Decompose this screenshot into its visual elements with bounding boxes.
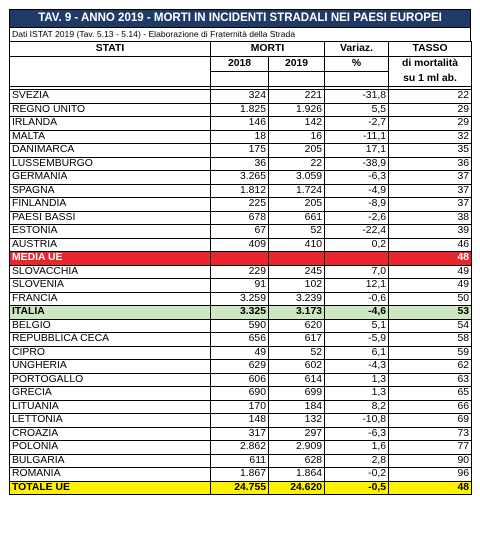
deaths-2019: 52 (269, 346, 325, 360)
table-row (10, 427, 472, 441)
deaths-2018: 409 (211, 238, 269, 252)
deaths-2018: 324 (211, 90, 269, 104)
deaths-2019: 628 (269, 454, 325, 468)
deaths-2018: 1.825 (211, 103, 269, 117)
mortality-rate: 37 (389, 171, 472, 185)
deaths-2019: 3.239 (269, 292, 325, 306)
deaths-2018: 49 (211, 346, 269, 360)
mortality-rate: 37 (389, 198, 472, 212)
country-name: POLONIA (10, 441, 211, 455)
country-name: PAESI BASSI (10, 211, 211, 225)
table-row (10, 279, 472, 293)
deaths-2019: 205 (269, 144, 325, 158)
mortality-rate: 48 (389, 252, 472, 266)
deaths-2018: 3.325 (211, 306, 269, 320)
country-name: CROAZIA (10, 427, 211, 441)
variation-percent: -8,9 (325, 198, 389, 212)
deaths-2018: 678 (211, 211, 269, 225)
table-row (10, 103, 472, 117)
variation-percent: -4,9 (325, 184, 389, 198)
mortality-rate: 62 (389, 360, 472, 374)
mortality-rate: 50 (389, 292, 472, 306)
header-stati-spacer (10, 57, 211, 72)
table-row (10, 265, 472, 279)
table-row (10, 360, 472, 374)
mortality-rate: 90 (389, 454, 472, 468)
mortality-rate: 58 (389, 333, 472, 347)
table-row (10, 184, 472, 198)
mortality-rate: 77 (389, 441, 472, 455)
deaths-2018: 3.265 (211, 171, 269, 185)
country-name: DANIMARCA (10, 144, 211, 158)
mortality-rate: 73 (389, 427, 472, 441)
deaths-2018: 24.755 (211, 481, 269, 495)
country-name: SLOVENIA (10, 279, 211, 293)
deaths-2019: 184 (269, 400, 325, 414)
table-row (10, 441, 472, 455)
country-name: IRLANDA (10, 117, 211, 131)
variation-percent: 6,1 (325, 346, 389, 360)
variation-percent: 1,3 (325, 387, 389, 401)
variation-percent: -31,8 (325, 90, 389, 104)
variation-percent: -6,3 (325, 171, 389, 185)
deaths-2018: 91 (211, 279, 269, 293)
header-2019-spacer (269, 72, 325, 87)
mortality-rate: 54 (389, 319, 472, 333)
country-name: ITALIA (10, 306, 211, 320)
country-name: REGNO UNITO (10, 103, 211, 117)
deaths-2018: 690 (211, 387, 269, 401)
table-row (10, 198, 472, 212)
header-2018: 2018 (211, 57, 269, 72)
mortality-rate: 96 (389, 468, 472, 482)
table-row (10, 117, 472, 131)
variation-percent: 7,0 (325, 265, 389, 279)
deaths-2019: 620 (269, 319, 325, 333)
variation-percent: 5,1 (325, 319, 389, 333)
table-row (10, 319, 472, 333)
mortality-rate: 66 (389, 400, 472, 414)
deaths-2018: 170 (211, 400, 269, 414)
eu-average-row (10, 252, 472, 266)
header-percent: % (325, 57, 389, 72)
deaths-2019: 1.724 (269, 184, 325, 198)
deaths-2018: 36 (211, 157, 269, 171)
deaths-2019: 221 (269, 90, 325, 104)
country-name: FINLANDIA (10, 198, 211, 212)
country-name: AUSTRIA (10, 238, 211, 252)
country-name: UNGHERIA (10, 360, 211, 374)
table-row (10, 157, 472, 171)
table-row (10, 468, 472, 482)
table-body (10, 90, 472, 495)
deaths-2019: 132 (269, 414, 325, 428)
table-row (10, 144, 472, 158)
table-row (10, 400, 472, 414)
variation-percent: 17,1 (325, 144, 389, 158)
deaths-2019: 3.059 (269, 171, 325, 185)
deaths-2019: 22 (269, 157, 325, 171)
table-row (10, 292, 472, 306)
variation-percent: -2,6 (325, 211, 389, 225)
table-row (10, 387, 472, 401)
header-2019: 2019 (269, 57, 325, 72)
deaths-2018: 317 (211, 427, 269, 441)
deaths-table (9, 41, 472, 495)
variation-percent: -6,3 (325, 427, 389, 441)
mortality-rate: 49 (389, 265, 472, 279)
country-name: ESTONIA (10, 225, 211, 239)
mortality-rate: 65 (389, 387, 472, 401)
mortality-rate: 29 (389, 103, 472, 117)
deaths-2019: 699 (269, 387, 325, 401)
table-row (10, 130, 472, 144)
mortality-rate: 63 (389, 373, 472, 387)
deaths-2018: 225 (211, 198, 269, 212)
deaths-2018: 590 (211, 319, 269, 333)
country-name: LUSSEMBURGO (10, 157, 211, 171)
deaths-2019: 2.909 (269, 441, 325, 455)
deaths-2018: 146 (211, 117, 269, 131)
variation-percent: -38,9 (325, 157, 389, 171)
table-title: TAV. 9 - ANNO 2019 - MORTI IN INCIDENTI STRADALI NEI PAESI EUROPEI (9, 9, 471, 27)
deaths-2019: 205 (269, 198, 325, 212)
variation-percent: 12,1 (325, 279, 389, 293)
deaths-2019: 661 (269, 211, 325, 225)
deaths-2019: 1.864 (269, 468, 325, 482)
deaths-2019: 410 (269, 238, 325, 252)
source-note: Dati ISTAT 2019 (Tav. 5.13 - 5.14) - Elaborazione di Fraternità della Strada (9, 27, 471, 41)
country-name: CIPRO (10, 346, 211, 360)
deaths-2018: 629 (211, 360, 269, 374)
mortality-rate: 22 (389, 90, 472, 104)
deaths-2019: 245 (269, 265, 325, 279)
table-wrapper (9, 9, 471, 495)
mortality-rate: 36 (389, 157, 472, 171)
mortality-rate: 46 (389, 238, 472, 252)
deaths-2019 (269, 252, 325, 266)
table-row (10, 211, 472, 225)
variation-percent: -0,6 (325, 292, 389, 306)
italy-row (10, 306, 472, 320)
deaths-2018: 175 (211, 144, 269, 158)
deaths-2018: 1.812 (211, 184, 269, 198)
country-name: MALTA (10, 130, 211, 144)
table-row (10, 454, 472, 468)
mortality-rate: 49 (389, 279, 472, 293)
variation-percent (325, 252, 389, 266)
country-name: SLOVACCHIA (10, 265, 211, 279)
variation-percent: -22,4 (325, 225, 389, 239)
deaths-2018: 3.259 (211, 292, 269, 306)
variation-percent: -0,2 (325, 468, 389, 482)
country-name: GERMANIA (10, 171, 211, 185)
country-name: SVEZIA (10, 90, 211, 104)
deaths-2018: 229 (211, 265, 269, 279)
variation-percent: -2,7 (325, 117, 389, 131)
table-row (10, 90, 472, 104)
country-name: SPAGNA (10, 184, 211, 198)
deaths-2019: 16 (269, 130, 325, 144)
variation-percent: -10,8 (325, 414, 389, 428)
mortality-rate: 69 (389, 414, 472, 428)
country-name: MEDIA UE (10, 252, 211, 266)
mortality-rate: 29 (389, 117, 472, 131)
country-name: LETTONIA (10, 414, 211, 428)
header-stati-spacer-2 (10, 72, 211, 87)
variation-percent: -0,5 (325, 481, 389, 495)
table-row (10, 346, 472, 360)
mortality-rate: 37 (389, 184, 472, 198)
header-morti: MORTI (211, 42, 325, 57)
eu-total-row (10, 481, 472, 495)
deaths-2019: 142 (269, 117, 325, 131)
variation-percent: 1,3 (325, 373, 389, 387)
header-tasso-line3: su 1 ml ab. (389, 72, 472, 87)
deaths-2019: 102 (269, 279, 325, 293)
country-name: TOTALE UE (10, 481, 211, 495)
country-name: BELGIO (10, 319, 211, 333)
header-tasso: TASSO (389, 42, 472, 57)
country-name: GRECIA (10, 387, 211, 401)
header-variaz: Variaz. (325, 42, 389, 57)
table-row (10, 373, 472, 387)
variation-percent: -4,3 (325, 360, 389, 374)
variation-percent: 1,6 (325, 441, 389, 455)
variation-percent: 0,2 (325, 238, 389, 252)
deaths-2019: 24.620 (269, 481, 325, 495)
country-name: ROMANIA (10, 468, 211, 482)
table-row (10, 238, 472, 252)
country-name: BULGARIA (10, 454, 211, 468)
deaths-2019: 1.926 (269, 103, 325, 117)
mortality-rate: 48 (389, 481, 472, 495)
deaths-2018: 18 (211, 130, 269, 144)
table-row (10, 333, 472, 347)
mortality-rate: 53 (389, 306, 472, 320)
mortality-rate: 32 (389, 130, 472, 144)
header-stati: STATI (10, 42, 211, 57)
deaths-2019: 297 (269, 427, 325, 441)
deaths-2019: 614 (269, 373, 325, 387)
variation-percent: 2,8 (325, 454, 389, 468)
deaths-2019: 617 (269, 333, 325, 347)
country-name: LITUANIA (10, 400, 211, 414)
deaths-2019: 602 (269, 360, 325, 374)
variation-percent: 8,2 (325, 400, 389, 414)
deaths-2019: 3.173 (269, 306, 325, 320)
mortality-rate: 38 (389, 211, 472, 225)
table-row (10, 414, 472, 428)
deaths-2018: 606 (211, 373, 269, 387)
table-row (10, 225, 472, 239)
header-2018-spacer (211, 72, 269, 87)
variation-percent: -11,1 (325, 130, 389, 144)
variation-percent: 5,5 (325, 103, 389, 117)
deaths-2018: 148 (211, 414, 269, 428)
header-tasso-line2: di mortalità (389, 57, 472, 72)
table-row (10, 171, 472, 185)
mortality-rate: 39 (389, 225, 472, 239)
deaths-2018 (211, 252, 269, 266)
variation-percent: -4,6 (325, 306, 389, 320)
mortality-rate: 59 (389, 346, 472, 360)
header-variaz-spacer (325, 72, 389, 87)
mortality-rate: 35 (389, 144, 472, 158)
variation-percent: -5,9 (325, 333, 389, 347)
deaths-2018: 2.862 (211, 441, 269, 455)
country-name: FRANCIA (10, 292, 211, 306)
deaths-2018: 1.867 (211, 468, 269, 482)
deaths-2018: 611 (211, 454, 269, 468)
country-name: PORTOGALLO (10, 373, 211, 387)
country-name: REPUBBLICA CECA (10, 333, 211, 347)
deaths-2018: 656 (211, 333, 269, 347)
deaths-2019: 52 (269, 225, 325, 239)
deaths-2018: 67 (211, 225, 269, 239)
